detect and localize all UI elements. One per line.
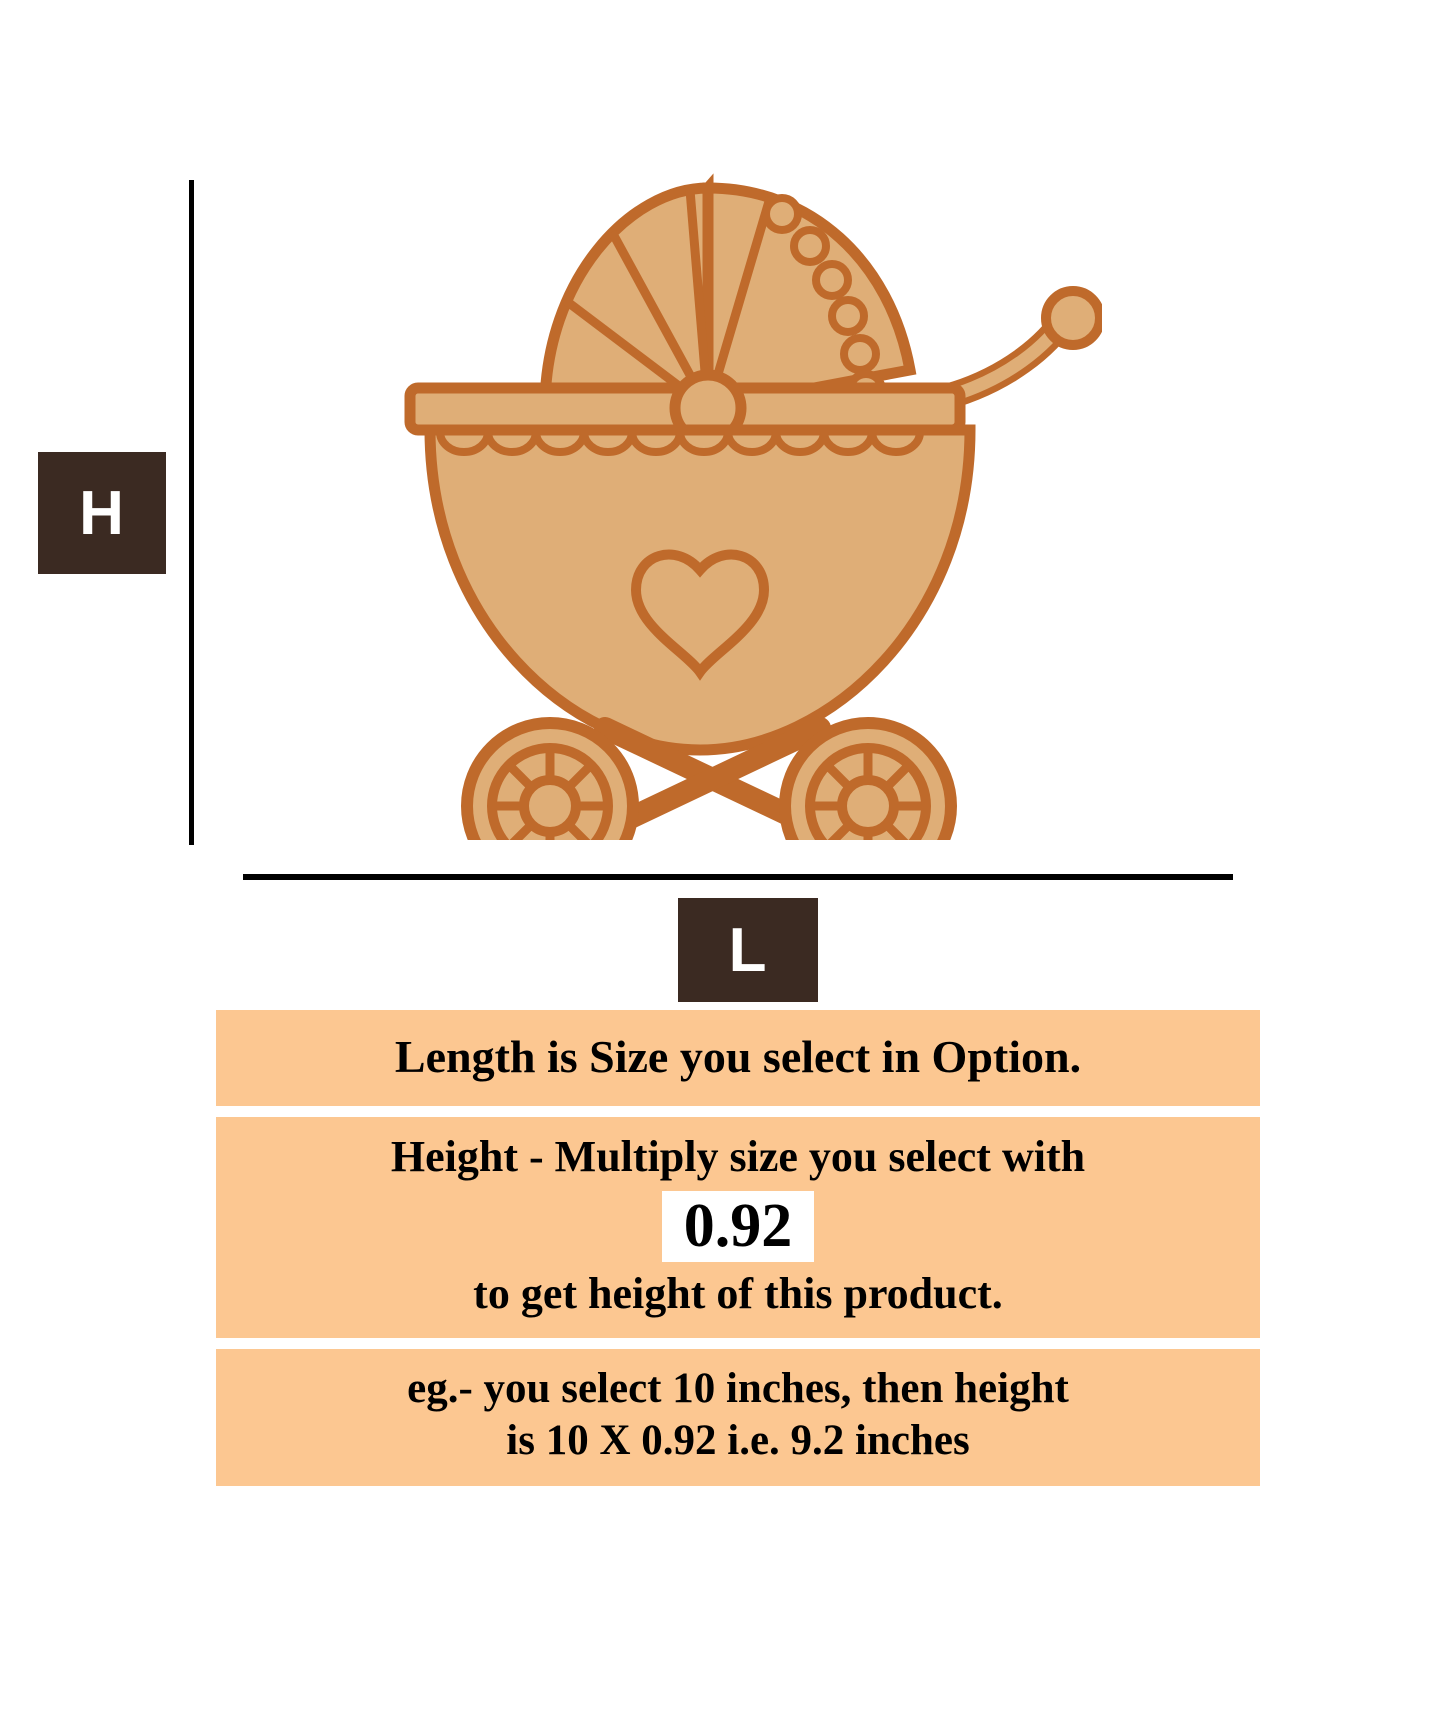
height-multiplier-value: 0.92 bbox=[662, 1191, 815, 1262]
height-note-top: Height - Multiply size you select with bbox=[390, 1132, 1086, 1182]
example-note bbox=[216, 1349, 1260, 1486]
sizing-info-panel bbox=[216, 1010, 1260, 1497]
length-measure-line bbox=[243, 874, 1233, 880]
length-badge: L bbox=[678, 898, 818, 1002]
length-note: Length is Size you select in Option. bbox=[216, 1010, 1260, 1106]
example-line-2: is 10 X 0.92 i.e. 9.2 inches bbox=[506, 1417, 970, 1465]
height-note bbox=[216, 1117, 1260, 1338]
height-note-bottom: to get height of this product. bbox=[473, 1269, 1003, 1319]
example-line-1: eg.- you select 10 inches, then height bbox=[407, 1365, 1069, 1413]
height-measure-line bbox=[189, 180, 194, 845]
pram-icon bbox=[390, 150, 1102, 840]
height-badge: H bbox=[38, 452, 166, 574]
